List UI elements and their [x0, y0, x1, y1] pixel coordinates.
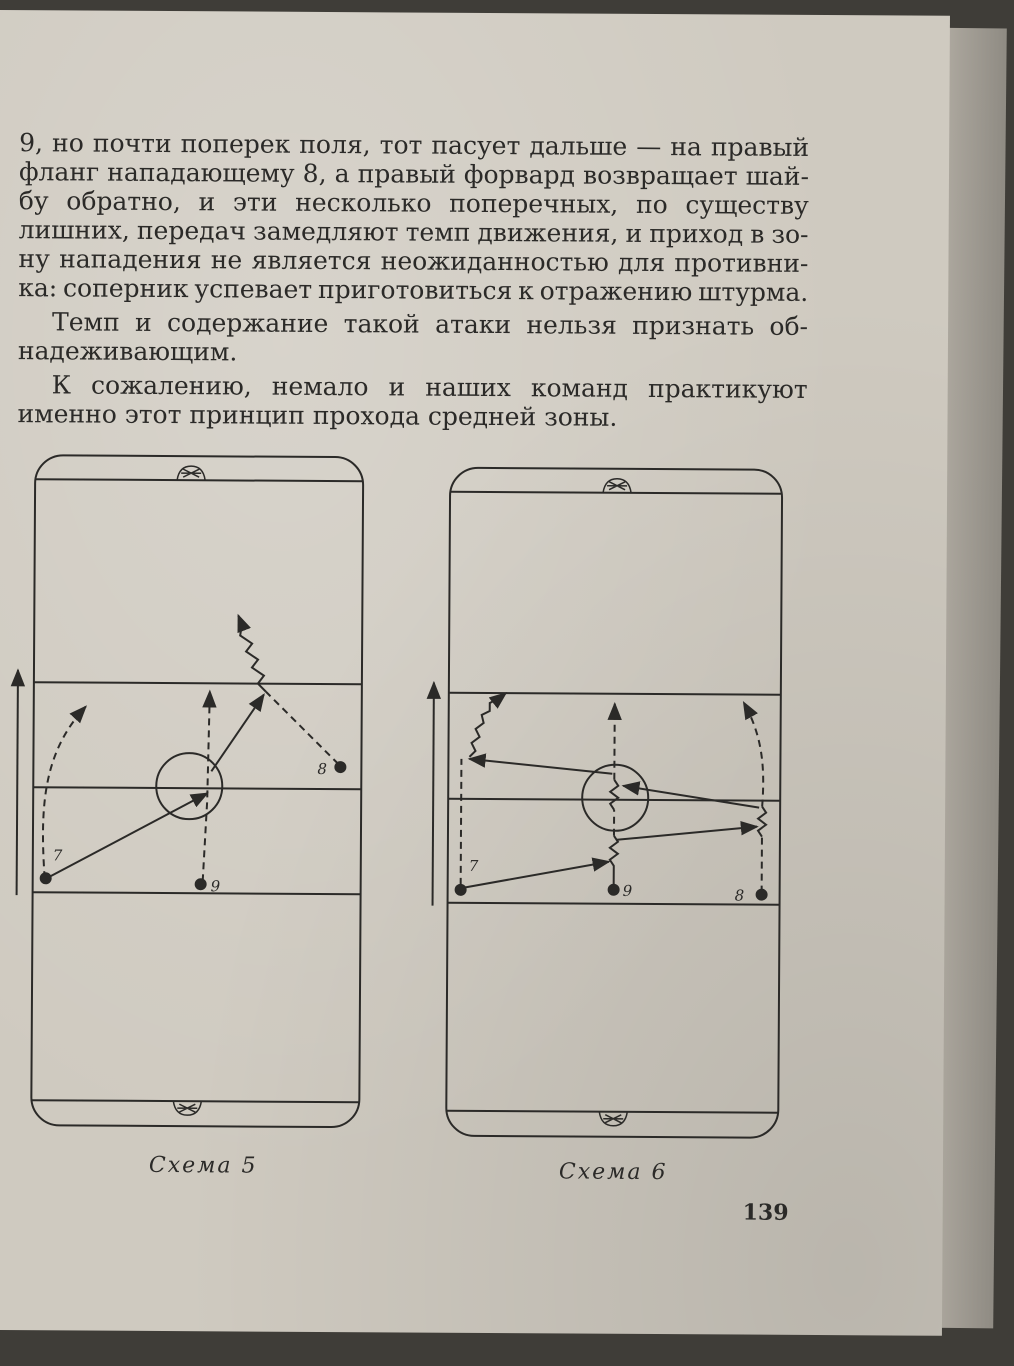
pass-arrow — [617, 826, 757, 841]
book-page — [0, 10, 950, 1336]
word: признать — [632, 310, 755, 341]
skate-path-dashed — [743, 703, 764, 807]
word: ка: — [18, 273, 58, 303]
pass-arrow — [469, 759, 612, 774]
word: и — [388, 372, 406, 402]
player-8 — [317, 760, 346, 778]
puck-carry-wavy — [610, 780, 618, 810]
word: поля, — [299, 129, 371, 160]
word: — — [636, 131, 662, 162]
word: противни- — [674, 248, 809, 278]
pass-arrow — [47, 792, 208, 879]
word: поперечных, — [449, 188, 619, 219]
goal-net-icon — [599, 1112, 627, 1126]
word: об- — [769, 311, 809, 341]
word: темп — [405, 217, 471, 247]
player-label: 9 — [210, 877, 221, 896]
word: эти — [232, 187, 278, 217]
word: к — [518, 276, 534, 306]
word: правый — [710, 132, 810, 162]
word: нападающему — [107, 157, 295, 188]
goal-net-icon — [177, 466, 205, 480]
player-7 — [455, 857, 479, 896]
word: фланг — [18, 157, 100, 187]
word: такой — [343, 309, 420, 339]
center-circle — [156, 753, 222, 819]
word: Темп — [52, 307, 120, 337]
word: поперек — [180, 129, 291, 159]
blue-line-top — [449, 693, 781, 695]
word: практикуют — [647, 373, 808, 404]
word: приход — [649, 218, 744, 249]
pass-arrow — [463, 861, 609, 889]
figure-caption: Схема 5 — [148, 1152, 258, 1179]
puck-carry-wavy — [610, 836, 618, 886]
word: неожиданностью — [380, 246, 609, 277]
player-label: 8 — [317, 759, 327, 779]
blue-line-top — [34, 682, 362, 684]
page-number: 139 — [742, 1199, 789, 1226]
word: соперник — [63, 273, 189, 304]
word: замедляют — [253, 216, 399, 247]
word: на — [670, 132, 702, 162]
word: не — [210, 245, 243, 275]
word: сожалению, — [91, 370, 252, 401]
goal-line-top — [35, 479, 363, 481]
word: нельзя — [526, 310, 617, 340]
puck-carry-wavy — [469, 699, 497, 757]
blue-line-bottom — [448, 903, 780, 905]
word: К — [51, 370, 72, 400]
hockey-diagrams — [0, 10, 950, 1336]
attack-direction-arrow — [433, 683, 434, 906]
word: 9, — [19, 128, 44, 158]
word: шай- — [745, 161, 810, 191]
player-label: 8 — [734, 886, 745, 905]
blue-line-bottom — [33, 892, 361, 894]
attack-direction-arrow — [17, 670, 18, 895]
word: лишних, — [18, 215, 130, 245]
word: возвращает — [582, 160, 738, 191]
word: немало — [271, 371, 369, 402]
word: нападения — [59, 244, 202, 275]
pass-arrow — [211, 694, 263, 771]
word: наших — [425, 372, 511, 403]
center-line — [33, 787, 361, 789]
word: а — [334, 159, 350, 189]
skate-path-dashed — [43, 706, 86, 878]
text-line: надеживающим. — [17, 336, 238, 367]
skate-path-dashed — [265, 692, 338, 764]
word: и — [625, 218, 643, 248]
goal-line-bottom — [31, 1100, 359, 1102]
word: успевает — [194, 274, 313, 304]
word: дальше — [529, 131, 628, 161]
word: тот — [379, 130, 423, 160]
goal-line-top — [450, 492, 782, 494]
puck-carry-wavy — [758, 807, 766, 837]
word: приготовиться — [317, 274, 513, 306]
word: но — [52, 128, 84, 158]
word: является — [251, 245, 372, 276]
word: обратно, — [66, 186, 181, 217]
word: по — [635, 189, 668, 220]
figure-caption: Схема 6 — [558, 1159, 668, 1186]
word: бу — [18, 186, 49, 216]
rink-boards — [31, 455, 363, 1127]
word: и — [198, 187, 216, 217]
word: штурма. — [698, 277, 809, 307]
goal-line-bottom — [446, 1111, 778, 1113]
scheme-5-rink — [31, 455, 363, 1127]
word: форвард — [463, 159, 576, 190]
word: содержание — [166, 308, 329, 339]
skate-path-dashed — [461, 759, 462, 885]
player-label: 7 — [468, 856, 479, 875]
player-8 — [735, 887, 768, 905]
word: движения, — [477, 217, 619, 248]
word: почти — [92, 128, 172, 159]
goal-net-icon — [603, 479, 631, 493]
puck-carry-wavy — [240, 621, 266, 691]
word: существу — [685, 190, 809, 220]
word: 8, — [302, 158, 327, 188]
puck-carry-wavy — [496, 693, 506, 701]
pass-arrow — [623, 786, 759, 808]
player-label: 9 — [622, 881, 633, 900]
word: и — [134, 307, 152, 337]
player-label: 7 — [52, 846, 63, 865]
word: отражению — [539, 276, 693, 307]
word: передач — [136, 215, 247, 246]
word: пасует — [431, 130, 521, 161]
word: команд — [530, 373, 629, 403]
word: в — [750, 219, 765, 249]
puck-carry-wavy — [238, 615, 242, 625]
text-line: именно этот принцип прохода средней зоны. — [17, 399, 618, 432]
goal-net-icon — [173, 1101, 201, 1115]
player-9 — [608, 882, 633, 900]
word: зо- — [771, 219, 809, 249]
word: несколько — [295, 187, 432, 218]
word: для — [617, 247, 666, 278]
skate-path-dashed — [203, 691, 210, 881]
word: атаки — [435, 309, 512, 340]
word: ну — [18, 244, 50, 274]
word: правый — [357, 159, 456, 189]
